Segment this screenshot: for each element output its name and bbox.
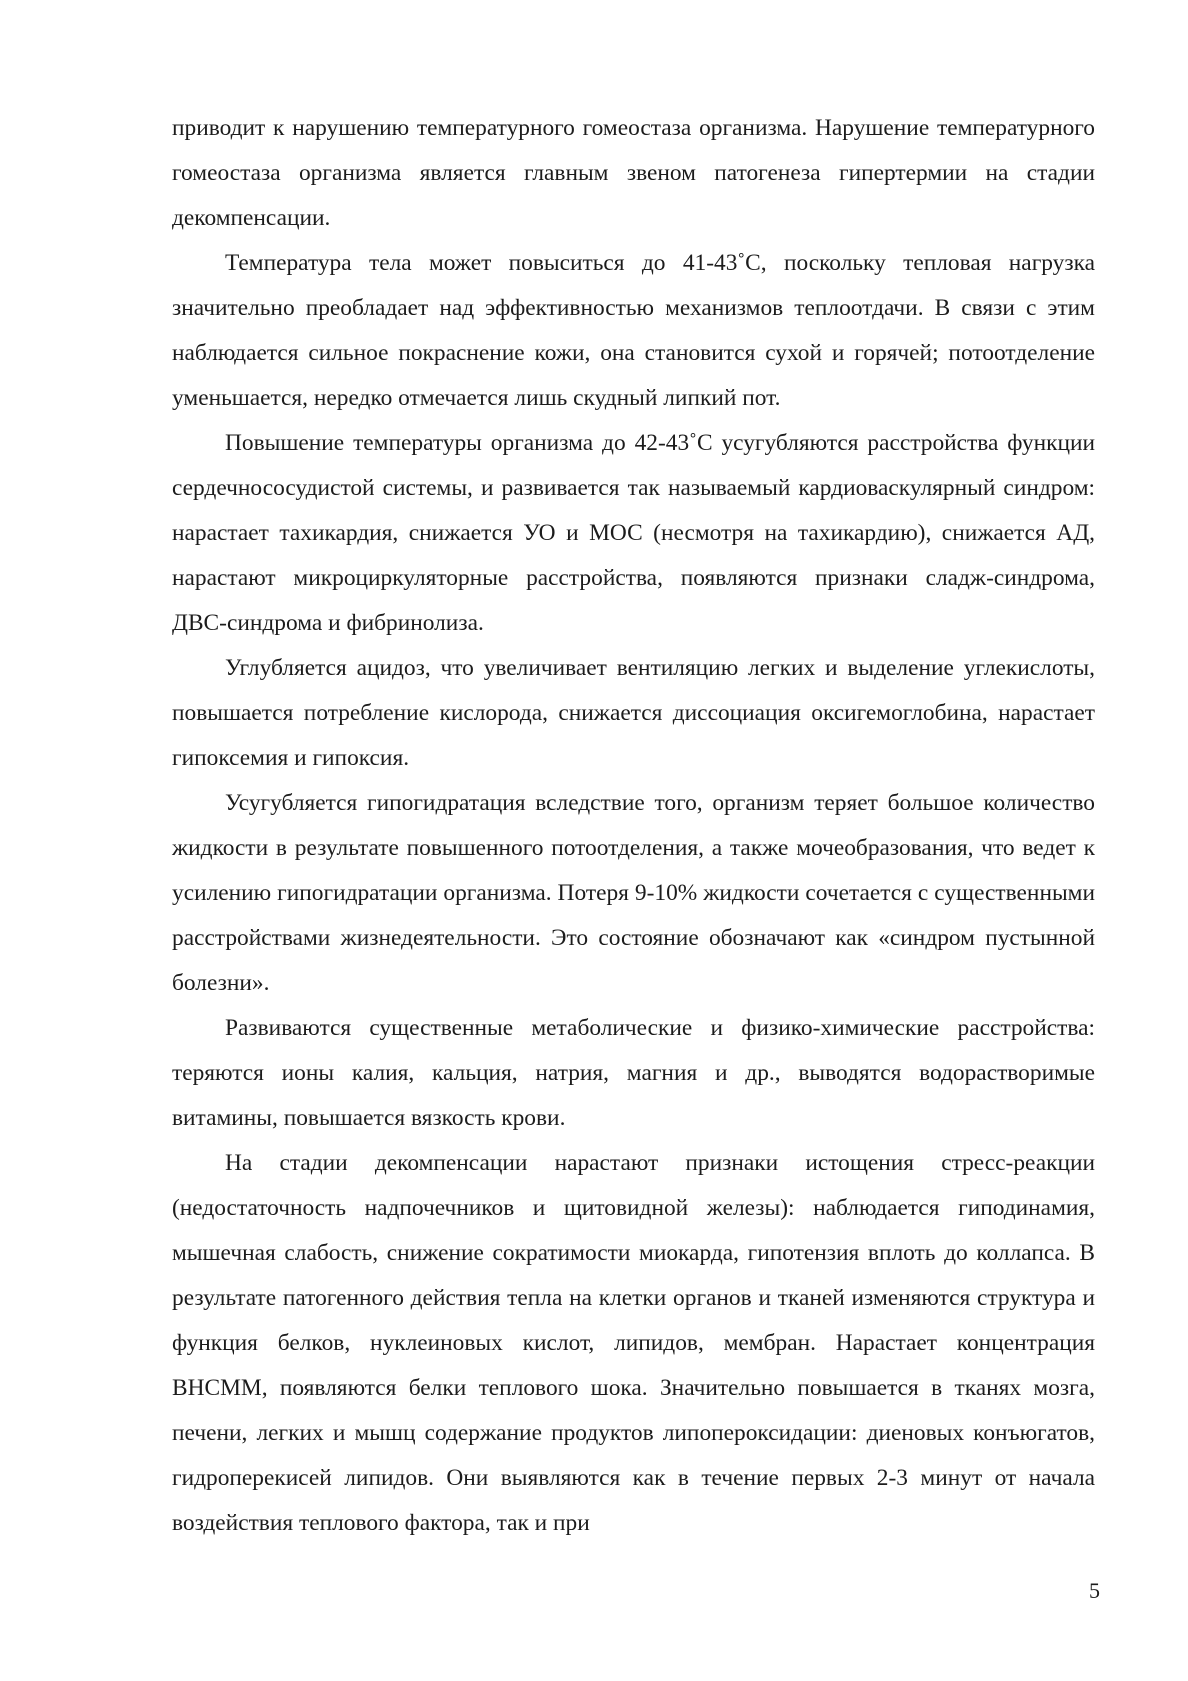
page-number: 5	[1089, 1578, 1100, 1603]
paragraph-decompensation: На стадии декомпенсации нарастают признаки истощения стресс-реакции (недостаточность надпочечников и щитовидной железы): наблюдается гиподинамия, мышечная слабость, снижение сократимости миокарда, гипотензия вплоть до коллапса. В результате патогенного действия тепла на клетки органов и тканей изменяются структура и функция белков, нуклеиновых кислот, липидов, мембран. Нарастает концентрация ВНСММ, появляются белки теплового шока. Значительно повышается в тканях мозга, печени, легких и мышц содержание продуктов липопероксидации: диеновых конъюгатов, гидроперекисей липидов. Они выявляются как в течение первых 2-3 минут от начала воздействия теплового фактора, так и при	[172, 1150, 1095, 1536]
paragraph-hypohydration: Усугубляется гипогидратация вследствие того, организм теряет большое количество жидкости в результате повышенного потоотделения, а также мочеобразования, что ведет к усилению гипогидратации организма. Потеря 9-10% жидкости сочетается с существенными расстройствами жизнедеятельности. Это состояние обозначают как «синдром пустынной болезни».	[172, 790, 1095, 996]
paragraph-acidosis: Углубляется ацидоз, что увеличивает вентиляцию легких и выделение углекислоты, повышается потребление кислорода, снижается диссоциация оксигемоглобина, нарастает гипоксемия и гипоксия.	[172, 655, 1095, 771]
paragraph-body-temperature: Температура тела может повыситься до 41-43˚С, поскольку тепловая нагрузка значительно преобладает над эффективностью механизмов теплоотдачи. В связи с этим наблюдается сильное покраснение кожи, она становится сухой и горячей; потоотделение уменьшается, нередко отмечается лишь скудный липкий пот.	[172, 250, 1095, 411]
paragraph-cardiovascular-syndrome: Повышение температуры организма до 42-43˚С усугубляются расстройства функции сердечнососудистой системы, и развивается так называемый кардиоваскулярный синдром: нарастает тахикардия, снижается УО и МОС (несмотря на тахикардию), снижается АД, нарастают микроциркуляторные расстройства, появляются признаки сладж-синдрома, ДВС-синдрома и фибринолиза.	[172, 430, 1095, 636]
body-text	[172, 106, 1095, 1546]
paragraph-continuation: приводит к нарушению температурного гомеостаза организма. Нарушение температурного гомеостаза организма является главным звеном патогенеза гипертермии на стадии декомпенсации.	[172, 115, 1095, 231]
paragraph-metabolic-disorders: Развиваются существенные метаболические и физико-химические расстройства: теряются ионы калия, кальция, натрия, магния и др., выводятся водорастворимые витамины, повышается вязкость крови.	[172, 1015, 1095, 1131]
